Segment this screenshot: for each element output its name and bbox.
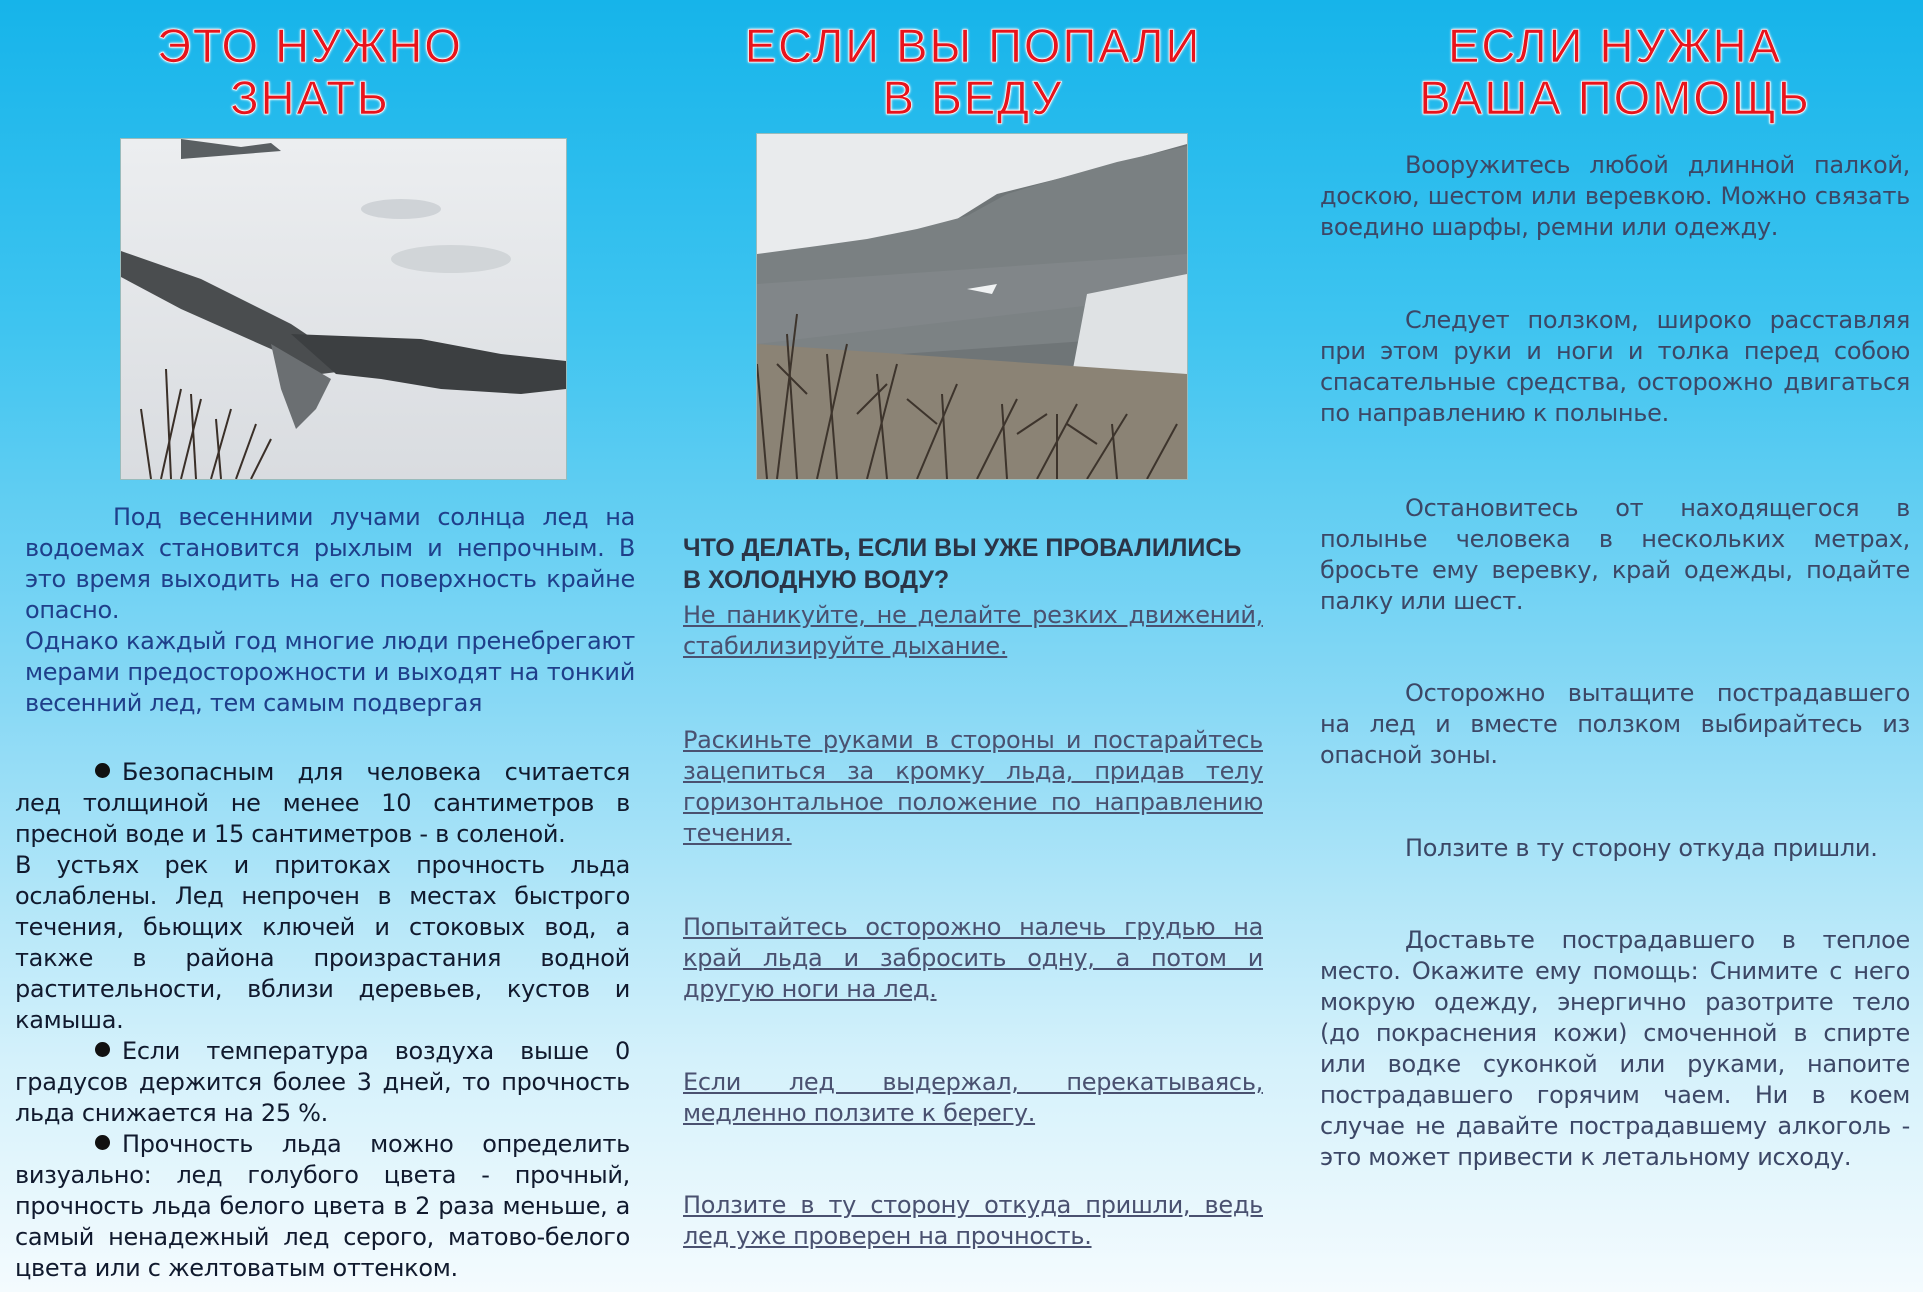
help-paragraph: Ползите в ту сторону откуда пришли.: [1405, 834, 1878, 862]
rescue-step: Если лед выдержал, перекатываясь, медленно ползите к берегу.: [683, 1068, 1263, 1127]
rescue-step: Не паникуйте, не делайте резких движений, стабилизируйте дыхание.: [683, 601, 1263, 660]
column1-heading: [15, 20, 605, 124]
heading-line: ЕСЛИ НУЖНА: [1448, 19, 1782, 72]
help-paragraph: Осторожно вытащите пострадавшего на лед и вместе ползком выбирайтесь из опасной зоны.: [1320, 679, 1910, 769]
fact-item: [15, 1036, 630, 1129]
column3-heading: [1320, 20, 1910, 124]
question-title: ЧТО ДЕЛАТЬ, ЕСЛИ ВЫ УЖЕ ПРОВАЛИЛИСЬ В ХОЛОДНУЮ ВОДУ?: [683, 534, 1242, 594]
fact-item: [15, 1129, 630, 1284]
bullet-icon: [95, 1042, 110, 1057]
snow-covered-ice-hole-icon: [120, 138, 567, 480]
heading-line: ЭТО НУЖНО: [157, 19, 463, 72]
rescue-step: Раскиньте руками в стороны и постарайтесь зацепиться за кромку льда, придав телу горизонтальное положение по направлению течения.: [683, 726, 1263, 847]
help-paragraph: Вооружитесь любой длинной палкой, доскою, шестом или веревкою. Можно связать воедино шарфы, ремни или одежду.: [1320, 151, 1910, 241]
fact-item: В устьях рек и притоках прочность льда ослаблены. Лед непрочен в местах быстрого течения, бьющих ключей и стоковых вод, а также в района произрастания водной растительности, вблизи деревьев, кустов и камыша.: [15, 851, 630, 1034]
help-paragraph: Остановитесь от находящегося в полынье человека в нескольких метрах, бросьте ему веревку, край одежды, подайте палку или шест.: [1320, 494, 1910, 615]
intro-paragraph: Под весенними лучами солнца лед на водоемах становится рыхлым и непрочным. В это время выходить на его поверхность крайне опасно.: [25, 503, 635, 624]
bullet-icon: [95, 763, 110, 778]
heading-line: ВАША ПОМОЩЬ: [1419, 71, 1811, 124]
fact-text: Безопасным для человека считается лед толщиной не менее 10 сантиметров в пресной воде и 15 сантиметров - в соленой.: [15, 758, 630, 848]
heading-line: В БЕДУ: [882, 71, 1064, 124]
intro-paragraph: Однако каждый год многие люди пренебрегают мерами предосторожности и выходят на тонкий весенний лед, тем самым подвергая: [25, 627, 635, 717]
river-ice-edge-icon: [756, 133, 1188, 480]
rescue-step: Ползите в ту сторону откуда пришли, ведь лед уже проверен на прочность.: [683, 1191, 1263, 1250]
ice-facts: [15, 757, 630, 1284]
column2-heading: [683, 20, 1263, 124]
intro-text: [25, 502, 635, 719]
bullet-icon: [95, 1135, 110, 1150]
heading-line: ЕСЛИ ВЫ ПОПАЛИ: [744, 19, 1202, 72]
fact-item: [15, 757, 630, 850]
rescue-step: Попытайтесь осторожно налечь грудью на край льда и забросить одну, а потом и другую ноги на лед.: [683, 913, 1263, 1003]
help-paragraph: Следует ползком, широко расставляя при этом руки и ноги и толка перед собою спасательные средства, осторожно двигаться по направлению к полынье.: [1320, 306, 1910, 427]
fact-text: Прочность льда можно определить визуально: лед голубого цвета - прочный, прочность льда белого цвета в 2 раза меньше, а самый ненадежный лед серого, матово-белого цвета или с желтоватым оттенком.: [15, 1130, 630, 1282]
fact-text: Если температура воздуха выше 0 градусов держится более 3 дней, то прочность льда снижается на 25 %.: [15, 1037, 630, 1127]
help-paragraph: Доставьте пострадавшего в теплое место. Окажите ему помощь: Снимите с него мокрую одежду, энергично разотрите тело (до покраснения кожи) смоченной в спирте или водке суконкой или руками, напоите пострадавшего горячим чаем. Ни в коем случае не давайте пострадавшему алкоголь - это может привести к летальному исходу.: [1320, 926, 1910, 1171]
heading-line: ЗНАТЬ: [230, 71, 390, 124]
